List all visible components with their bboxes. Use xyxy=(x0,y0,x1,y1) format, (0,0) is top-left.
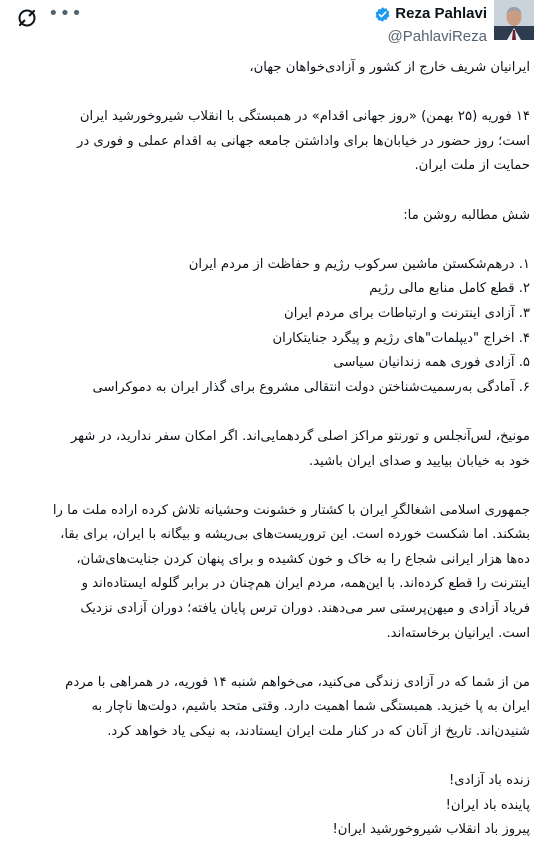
greeting-paragraph xyxy=(14,56,530,81)
text-line: ایران به پا خیزید. همبستگی شما اهمیت دارد. وقتی متحد باشیم، دولت‌ها ناچار به xyxy=(91,699,530,715)
list-item: ۲. قطع کامل منابع مالی رژیم xyxy=(369,281,530,297)
announcement-paragraph xyxy=(14,105,530,179)
text-line: اینترنت را قطع کرده‌اند. با این‌همه، مردم ایران هم‌چنان در برابر گلوله ایستاده‌اند و xyxy=(81,576,530,592)
author-display-name[interactable]: Reza Pahlavi xyxy=(395,5,487,22)
grok-icon[interactable] xyxy=(16,7,38,29)
locations-paragraph xyxy=(14,425,530,474)
text-line: جمهوری اسلامی اشغالگرِ ایران با کشتار و خشونت وحشیانه تلاش کرده اراده ملت ما را xyxy=(52,502,530,518)
demands-heading xyxy=(14,204,530,229)
more-options-icon[interactable]: ••• xyxy=(48,3,83,24)
list-item: ۵. آزادی فوری همه زندانیان سیاسی xyxy=(333,355,530,371)
text-line: زنده باد آزادی! xyxy=(449,773,530,789)
text-line: ده‌ها هزار ایرانی شجاع را به خاک و خون کشیده و برای پنهان کردن جنایت‌های‌شان، xyxy=(76,551,530,567)
tweet-text xyxy=(14,56,530,843)
list-item: ۴. اخراج "دیپلمات"های رژیم و پیگرد جنایتکاران xyxy=(272,330,530,346)
text-line: ۱۴ فوریه (۲۵ بهمن) «روز جهانی اقدام» در همبستگی با انقلاب شیروخورشید ایران xyxy=(79,109,530,125)
text-line: ایرانیان شریف خارج از کشور و آزادی‌خواهان جهان، xyxy=(249,60,530,75)
author-handle[interactable]: @PahlaviReza xyxy=(387,28,487,45)
text-line: بشکند. اما شکست خورده است. این تروریست‌های بی‌ریشه و بیگانه با ایران، برای بقا، xyxy=(60,527,530,543)
text-line: است. ایرانیان برخاسته‌اند. xyxy=(386,625,530,641)
verified-badge-icon xyxy=(374,6,391,23)
text-line: خود به خیابان بیایید و صدای ایران باشید. xyxy=(309,453,530,469)
avatar[interactable] xyxy=(494,0,534,40)
author-info[interactable] xyxy=(374,5,487,46)
list-item: ۶. آمادگی به‌رسمیت‌شناختن دولت انتقالی مشروع برای گذار ایران به دموکراسی xyxy=(92,379,530,395)
text-line: مونیخ، لس‌آنجلس و تورنتو مراکز اصلی گردهمایی‌اند. اگر امکان سفر ندارید، در شهر xyxy=(70,428,530,444)
regime-paragraph xyxy=(14,499,530,647)
text-line: من از شما که در آزادی زندگی می‌کنید، می‌خواهم شنبه ۱۴ فوریه، در همراهی با مردم xyxy=(65,674,530,690)
text-line: فریاد آزادی و میهن‌پرستی سر می‌دهند. دوران ترس پایان یافته؛ دوران آزادی نزدیک xyxy=(80,601,530,617)
list-item: ۱. درهم‌شکستن ماشین سرکوب رژیم و حفاظت از مردم ایران xyxy=(188,256,530,272)
text-line: شش مطالبه روشن ما: xyxy=(403,207,530,223)
text-line: است؛ روز حضور در خیابان‌ها برای واداشتن جامعه جهانی به اقدام عملی و فوری در xyxy=(76,133,530,149)
demands-list xyxy=(14,253,530,401)
text-line: پیروز باد انقلاب شیروخورشید ایران! xyxy=(332,822,530,838)
tweet-header xyxy=(0,0,545,56)
call-to-action-paragraph xyxy=(14,671,530,745)
text-line: حمایت از ملت ایران. xyxy=(414,158,530,174)
closing-slogans xyxy=(14,769,530,843)
text-line: شنیدن‌اند. تاریخ از آنان که در کنار ملت ایران ایستادند، به نیکی یاد خواهد کرد. xyxy=(107,724,530,740)
list-item: ۳. آزادی اینترنت و ارتباطات برای مردم ایران xyxy=(284,305,530,321)
text-line: پاینده باد ایران! xyxy=(445,797,530,813)
